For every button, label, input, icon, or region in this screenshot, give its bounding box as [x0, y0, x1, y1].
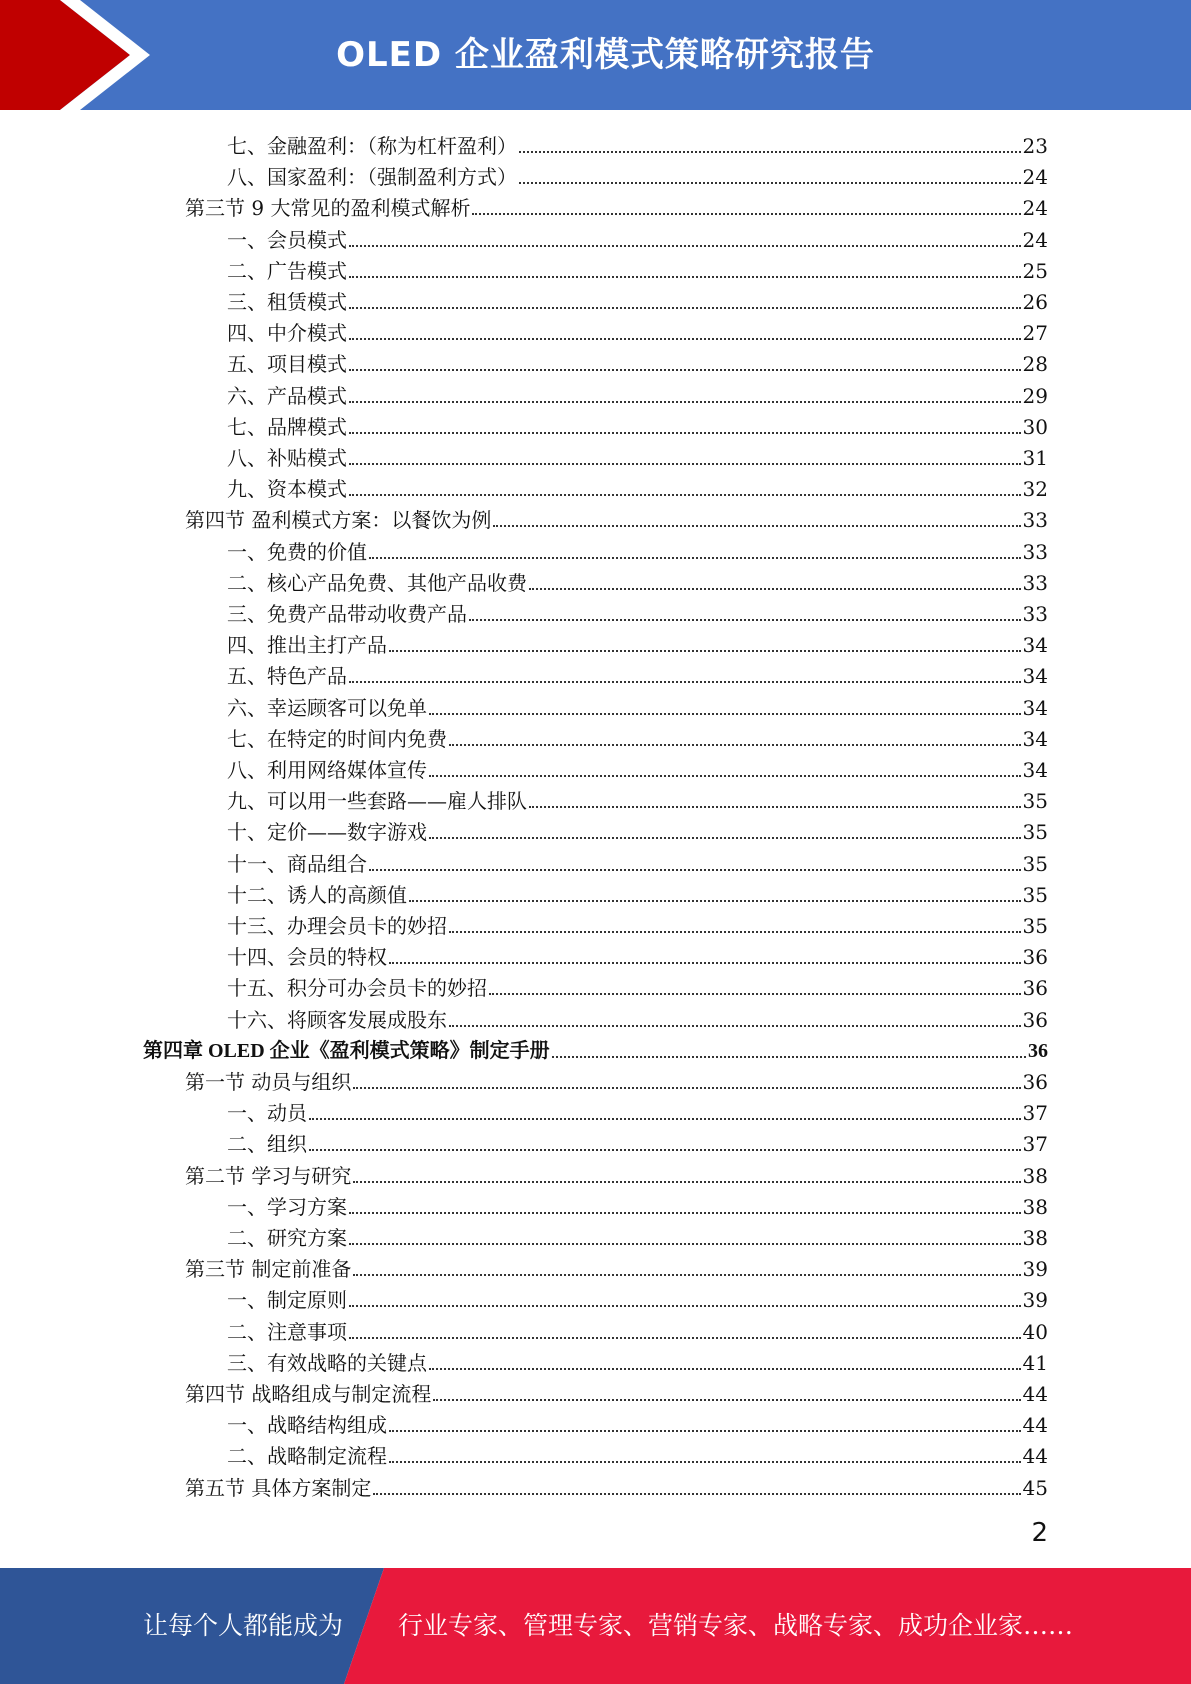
toc-dot-leader — [353, 1087, 1020, 1089]
toc-dot-leader — [389, 962, 1021, 964]
toc-dot-leader — [349, 1212, 1021, 1214]
toc-entry-page: 25 — [1022, 259, 1048, 283]
toc-section-entry[interactable] — [185, 1251, 1048, 1282]
toc-entry-label: 八、国家盈利：（强制盈利方式） — [227, 165, 517, 189]
toc-subsection-entry[interactable] — [227, 1438, 1048, 1469]
toc-entry-label: 二、广告模式 — [227, 259, 347, 283]
toc-entry-label: 第三节 制定前准备 — [185, 1257, 352, 1281]
toc-entry-label: 十五、积分可办会员卡的妙招 — [227, 976, 487, 1000]
toc-dot-leader — [349, 245, 1021, 247]
toc-dot-leader — [529, 588, 1021, 590]
toc-dot-leader — [349, 1337, 1021, 1339]
toc-dot-leader — [349, 1305, 1021, 1307]
toc-chapter-entry[interactable] — [143, 1033, 1048, 1064]
toc-subsection-entry[interactable] — [227, 565, 1048, 596]
toc-subsection-entry[interactable] — [227, 814, 1048, 845]
toc-subsection-entry[interactable] — [227, 471, 1048, 502]
page-footer — [0, 1568, 1191, 1684]
toc-entry-page: 34 — [1022, 758, 1048, 782]
page-number: 2 — [1031, 1518, 1048, 1548]
toc-entry-page: 38 — [1022, 1226, 1048, 1250]
toc-entry-page: 38 — [1022, 1195, 1048, 1219]
toc-entry-page: 28 — [1022, 352, 1048, 376]
toc-entry-label: 十二、诱人的高颜值 — [227, 883, 407, 907]
toc-entry-page: 44 — [1022, 1382, 1048, 1406]
toc-dot-leader — [429, 837, 1021, 839]
toc-dot-leader — [349, 369, 1021, 371]
toc-dot-leader — [349, 494, 1021, 496]
toc-subsection-entry[interactable] — [227, 1282, 1048, 1313]
toc-entry-page: 23 — [1022, 134, 1048, 158]
toc-entry-label: 十一、商品组合 — [227, 852, 367, 876]
toc-subsection-entry[interactable] — [227, 1095, 1048, 1126]
toc-entry-page: 35 — [1022, 852, 1048, 876]
toc-subsection-entry[interactable] — [227, 284, 1048, 315]
toc-entry-page: 24 — [1022, 196, 1048, 220]
footer-slogan-right: 行业专家、管理专家、营销专家、战略专家、成功企业家…… — [398, 1611, 1074, 1640]
toc-entry-page: 33 — [1022, 508, 1048, 532]
toc-entry-page: 37 — [1022, 1132, 1048, 1156]
toc-subsection-entry[interactable] — [227, 346, 1048, 377]
toc-entry-label: 七、品牌模式 — [227, 415, 347, 439]
toc-dot-leader — [449, 1025, 1021, 1027]
toc-subsection-entry[interactable] — [227, 1002, 1048, 1033]
toc-entry-label: 二、组织 — [227, 1132, 307, 1156]
toc-entry-label: 第一节 动员与组织 — [185, 1070, 352, 1094]
toc-dot-leader — [369, 869, 1021, 871]
report-title: OLED 企业盈利模式策略研究报告 — [336, 35, 875, 75]
toc-entry-page: 34 — [1022, 633, 1048, 657]
toc-entry-page: 35 — [1022, 820, 1048, 844]
toc-entry-page: 35 — [1022, 789, 1048, 813]
toc-subsection-entry[interactable] — [227, 596, 1048, 627]
toc-entry-label: 二、核心产品免费、其他产品收费 — [227, 571, 527, 595]
toc-dot-leader — [349, 1243, 1021, 1245]
toc-subsection-entry[interactable] — [227, 877, 1048, 908]
toc-dot-leader — [429, 1368, 1021, 1370]
toc-entry-page: 31 — [1022, 446, 1048, 470]
toc-entry-label: 七、金融盈利：（称为杠杆盈利） — [227, 134, 517, 158]
toc-subsection-entry[interactable] — [227, 1220, 1048, 1251]
toc-subsection-entry[interactable] — [227, 1314, 1048, 1345]
toc-entry-page: 33 — [1022, 540, 1048, 564]
page-header — [0, 0, 1191, 110]
toc-dot-leader — [469, 619, 1021, 621]
toc-subsection-entry[interactable] — [227, 253, 1048, 284]
toc-entry-label: 九、可以用一些套路——雇人排队 — [227, 789, 527, 813]
toc-subsection-entry[interactable] — [227, 315, 1048, 346]
toc-dot-leader — [409, 900, 1021, 902]
toc-entry-page: 39 — [1022, 1288, 1048, 1312]
toc-entry-label: 十四、会员的特权 — [227, 945, 387, 969]
toc-entry-label: 七、在特定的时间内免费 — [227, 727, 447, 751]
toc-entry-label: 第四章 OLED 企业《盈利模式策略》制定手册 — [143, 1040, 550, 1062]
toc-entry-label: 八、补贴模式 — [227, 446, 347, 470]
toc-dot-leader — [373, 1493, 1020, 1495]
toc-entry-page: 44 — [1022, 1444, 1048, 1468]
toc-dot-leader — [349, 681, 1021, 683]
toc-entry-label: 三、租赁模式 — [227, 290, 347, 314]
toc-entry-page: 38 — [1022, 1164, 1048, 1188]
toc-dot-leader — [449, 931, 1021, 933]
toc-subsection-entry[interactable] — [227, 534, 1048, 565]
toc-entry-page: 36 — [1022, 945, 1048, 969]
toc-entry-page: 45 — [1022, 1476, 1048, 1500]
toc-entry-page: 44 — [1022, 1413, 1048, 1437]
toc-entry-label: 一、免费的价值 — [227, 540, 367, 564]
toc-entry-label: 第五节 具体方案制定 — [185, 1476, 372, 1500]
toc-subsection-entry[interactable] — [227, 1126, 1048, 1157]
toc-entry-label: 一、制定原则 — [227, 1288, 347, 1312]
toc-subsection-entry[interactable] — [227, 939, 1048, 970]
toc-subsection-entry[interactable] — [227, 128, 1048, 159]
toc-entry-label: 十三、办理会员卡的妙招 — [227, 914, 447, 938]
toc-section-entry[interactable] — [185, 1158, 1048, 1189]
toc-dot-leader — [519, 151, 1021, 153]
toc-subsection-entry[interactable] — [227, 846, 1048, 877]
toc-subsection-entry[interactable] — [227, 378, 1048, 409]
toc-subsection-entry[interactable] — [227, 721, 1048, 752]
toc-entry-label: 第二节 学习与研究 — [185, 1164, 352, 1188]
toc-dot-leader — [349, 276, 1021, 278]
footer-slogan-left: 让每个人都能成为 — [143, 1611, 344, 1640]
toc-entry-page: 36 — [1022, 1070, 1048, 1094]
toc-entry-label: 十、定价——数字游戏 — [227, 820, 427, 844]
toc-dot-leader — [349, 463, 1021, 465]
toc-dot-leader — [389, 1430, 1021, 1432]
toc-subsection-entry[interactable] — [227, 627, 1048, 658]
toc-entry-label: 二、战略制定流程 — [227, 1444, 387, 1468]
toc-entry-label: 一、学习方案 — [227, 1195, 347, 1219]
toc-entry-page: 33 — [1022, 571, 1048, 595]
toc-dot-leader — [349, 307, 1021, 309]
toc-subsection-entry[interactable] — [227, 409, 1048, 440]
toc-subsection-entry[interactable] — [227, 658, 1048, 689]
toc-entry-page: 34 — [1022, 727, 1048, 751]
toc-entry-label: 六、产品模式 — [227, 384, 347, 408]
toc-entry-label: 第三节 9 大常见的盈利模式解析 — [185, 196, 471, 220]
toc-entry-page: 30 — [1022, 415, 1048, 439]
toc-entry-page: 27 — [1022, 321, 1048, 345]
toc-entry-label: 五、项目模式 — [227, 352, 347, 376]
toc-entry-page: 29 — [1022, 384, 1048, 408]
toc-subsection-entry[interactable] — [227, 690, 1048, 721]
toc-subsection-entry[interactable] — [227, 222, 1048, 253]
toc-dot-leader — [353, 1181, 1020, 1183]
toc-dot-leader — [472, 213, 1020, 215]
toc-section-entry[interactable] — [185, 1064, 1048, 1095]
toc-entry-label: 一、动员 — [227, 1101, 307, 1125]
toc-dot-leader — [349, 401, 1021, 403]
toc-entry-page: 34 — [1022, 696, 1048, 720]
toc-dot-leader — [389, 650, 1021, 652]
toc-entry-label: 一、战略结构组成 — [227, 1413, 387, 1437]
toc-subsection-entry[interactable] — [227, 908, 1048, 939]
toc-dot-leader — [489, 993, 1021, 995]
toc-entry-page: 34 — [1022, 664, 1048, 688]
toc-subsection-entry[interactable] — [227, 1189, 1048, 1220]
toc-dot-leader — [552, 1056, 1026, 1058]
toc-dot-leader — [353, 1274, 1020, 1276]
toc-entry-page: 36 — [1028, 1040, 1048, 1062]
toc-dot-leader — [309, 1118, 1021, 1120]
toc-entry-label: 十六、将顾客发展成股东 — [227, 1008, 447, 1032]
toc-entry-label: 二、注意事项 — [227, 1320, 347, 1344]
toc-dot-leader — [389, 1461, 1021, 1463]
toc-dot-leader — [519, 182, 1021, 184]
toc-subsection-entry[interactable] — [227, 1407, 1048, 1438]
toc-entry-label: 第四节 战略组成与制定流程 — [185, 1382, 432, 1406]
toc-subsection-entry[interactable] — [227, 783, 1048, 814]
toc-subsection-entry[interactable] — [227, 970, 1048, 1001]
toc-dot-leader — [449, 744, 1021, 746]
toc-entry-page: 36 — [1022, 1008, 1048, 1032]
toc-entry-page: 32 — [1022, 477, 1048, 501]
toc-entry-label: 三、免费产品带动收费产品 — [227, 602, 467, 626]
toc-section-entry[interactable] — [185, 1376, 1048, 1407]
toc-entry-label: 二、研究方案 — [227, 1226, 347, 1250]
toc-section-entry[interactable] — [185, 502, 1048, 533]
toc-entry-page: 33 — [1022, 602, 1048, 626]
toc-entry-label: 六、幸运顾客可以免单 — [227, 696, 427, 720]
toc-dot-leader — [429, 713, 1021, 715]
toc-dot-leader — [309, 1149, 1021, 1151]
toc-entry-page: 36 — [1022, 976, 1048, 1000]
toc-entry-label: 九、资本模式 — [227, 477, 347, 501]
toc-entry-page: 39 — [1022, 1257, 1048, 1281]
toc-entry-page: 35 — [1022, 883, 1048, 907]
toc-entry-page: 41 — [1022, 1351, 1048, 1375]
toc-entry-page: 24 — [1022, 165, 1048, 189]
toc-dot-leader — [429, 775, 1021, 777]
toc-dot-leader — [493, 525, 1020, 527]
toc-dot-leader — [369, 557, 1021, 559]
toc-subsection-entry[interactable] — [227, 440, 1048, 471]
toc-entry-label: 八、利用网络媒体宣传 — [227, 758, 427, 782]
toc-subsection-entry[interactable] — [227, 752, 1048, 783]
toc-dot-leader — [433, 1399, 1020, 1401]
toc-section-entry[interactable] — [185, 190, 1048, 221]
toc-subsection-entry[interactable] — [227, 159, 1048, 190]
toc-entry-page: 24 — [1022, 228, 1048, 252]
toc-subsection-entry[interactable] — [227, 1345, 1048, 1376]
toc-dot-leader — [349, 338, 1021, 340]
toc-entry-label: 第四节 盈利模式方案：以餐饮为例 — [185, 508, 492, 532]
toc-entry-label: 四、中介模式 — [227, 321, 347, 345]
toc-entry-label: 三、有效战略的关键点 — [227, 1351, 427, 1375]
toc-dot-leader — [529, 806, 1021, 808]
toc-entry-page: 37 — [1022, 1101, 1048, 1125]
toc-entry-page: 35 — [1022, 914, 1048, 938]
toc-dot-leader — [349, 432, 1021, 434]
toc-section-entry[interactable] — [185, 1470, 1048, 1501]
toc-entry-page: 40 — [1022, 1320, 1048, 1344]
toc-entry-label: 一、会员模式 — [227, 228, 347, 252]
toc-entry-label: 四、推出主打产品 — [227, 633, 387, 657]
toc-entry-label: 五、特色产品 — [227, 664, 347, 688]
toc-entry-page: 26 — [1022, 290, 1048, 314]
